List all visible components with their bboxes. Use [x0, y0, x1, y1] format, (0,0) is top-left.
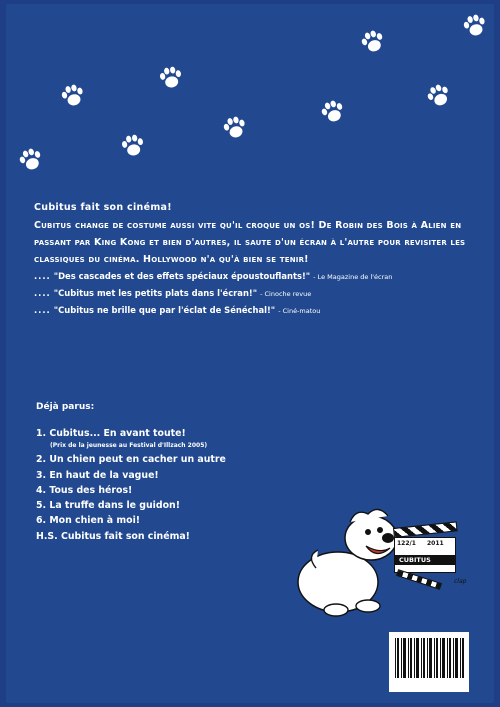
paw-print-icon — [18, 148, 44, 172]
published-list — [36, 402, 226, 544]
press-quote — [34, 268, 484, 285]
synopsis-text: Cubitus change de costume aussi vite qu'il croque un os! De Robin des Bois à Alien en passant par King Kong et bien d'autres, il saute d'un écran à l'autre pour revisiter les classiques du cinéma. Hollywood n'a qu'à bien se tenir! — [34, 220, 466, 265]
clapper-board — [394, 537, 456, 573]
clapperboard-icon — [394, 528, 456, 572]
paw-print-icon — [222, 116, 248, 140]
paw-print-icon — [462, 14, 488, 38]
clapper-name-bar — [395, 555, 455, 565]
book-item: H.S. Cubitus fait son cinéma! — [36, 530, 190, 542]
clapper-name: CUBITUS — [399, 556, 431, 564]
quote-text: "Cubitus met les petits plats dans l'écran!" — [53, 288, 258, 298]
book-award-note: (Prix de la jeunesse au Festival d'Illzach 2005) — [50, 442, 208, 450]
clapper-number: 122/1 — [397, 540, 416, 547]
paw-print-icon — [60, 84, 86, 108]
paw-print-icon — [360, 30, 386, 54]
quote-bullet: .... — [34, 271, 51, 281]
cubitus-mascot-illustration — [276, 498, 476, 618]
quote-source: - Cinoche revue — [260, 290, 312, 298]
clapper-year: 2011 — [427, 540, 444, 547]
paw-print-icon — [158, 66, 184, 90]
back-cover — [6, 4, 494, 703]
quote-bullet: .... — [34, 305, 51, 315]
quote-text: "Cubitus ne brille que par l'éclat de Sénéchal!" — [53, 305, 276, 315]
paw-print-icon — [320, 100, 346, 124]
barcode-icon — [389, 632, 469, 692]
synopsis-title: Cubitus fait son cinéma! — [34, 202, 172, 213]
published-title: Déjà parus: — [36, 402, 95, 412]
paw-print-icon — [426, 84, 452, 108]
press-quote — [34, 285, 484, 302]
quote-text: "Des cascades et des effets spéciaux époustouflants!" — [53, 271, 311, 281]
quote-source: - Le Magazine de l'écran — [313, 273, 393, 281]
book-item: 4. Tous des héros! — [36, 484, 133, 496]
book-item: 1. Cubitus... En avant toute! — [36, 428, 186, 439]
signature: clap — [454, 578, 467, 585]
book-item: 6. Mon chien à moi! — [36, 515, 141, 527]
quote-bullet: .... — [34, 288, 51, 298]
synopsis — [34, 202, 474, 268]
press-quote — [34, 302, 484, 319]
book-item: 2. Un chien peut en cacher un autre — [36, 454, 226, 466]
book-item: 5. La truffe dans le guidon! — [36, 500, 180, 512]
quote-source: - Ciné-matou — [278, 307, 321, 315]
press-quotes — [34, 268, 484, 319]
paw-print-icon — [120, 134, 146, 158]
book-item: 3. En haut de la vague! — [36, 469, 159, 481]
